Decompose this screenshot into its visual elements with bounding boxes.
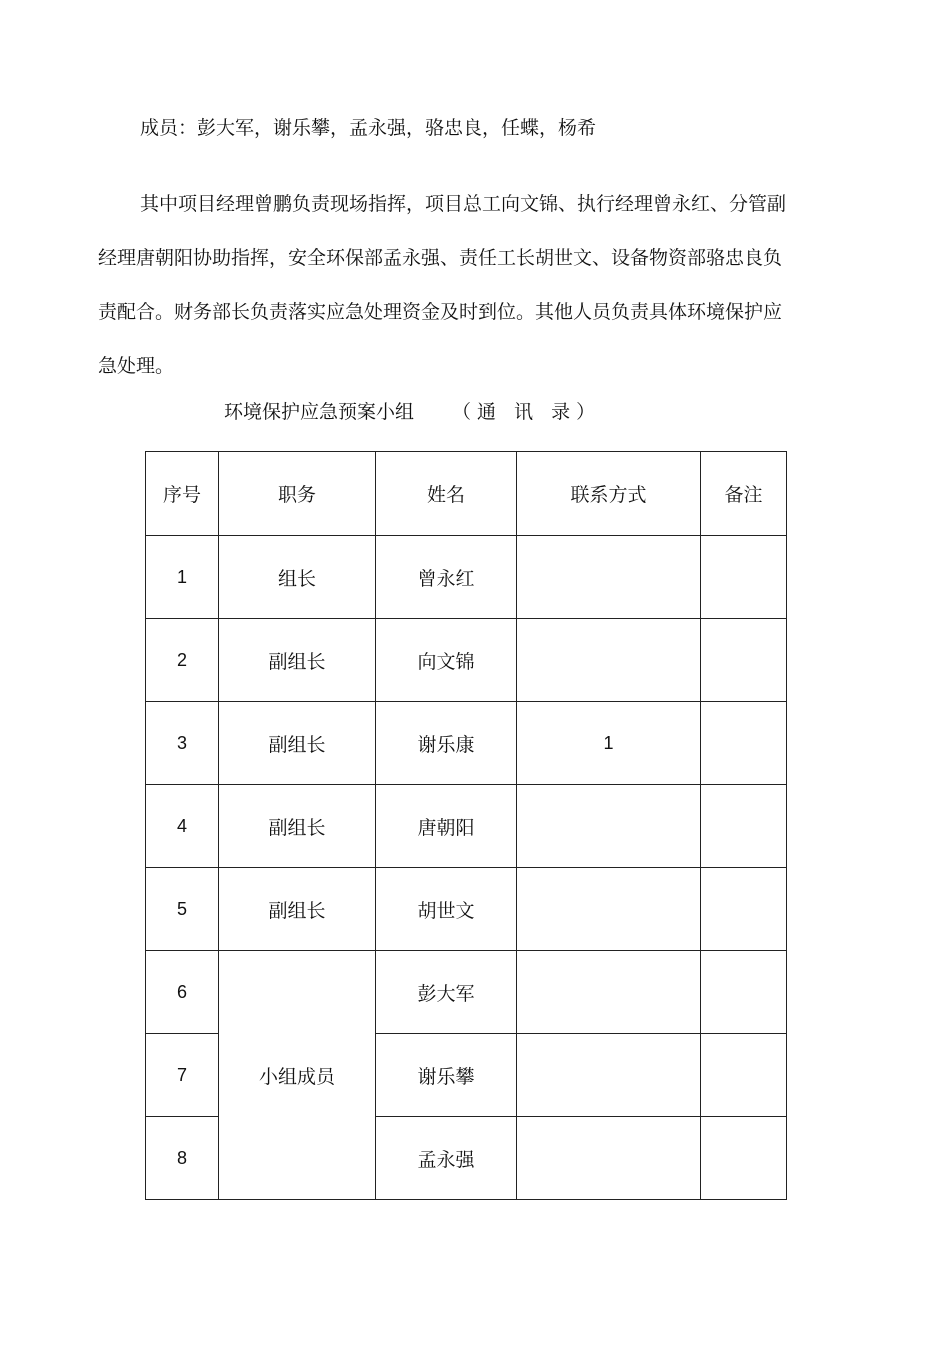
cell-name: 唐朝阳	[376, 785, 517, 868]
cell-contact	[517, 536, 701, 619]
cell-contact: 1	[517, 702, 701, 785]
cell-role: 组长	[219, 536, 376, 619]
table-row	[146, 868, 787, 951]
cell-seq: 5	[146, 868, 219, 951]
cell-name: 谢乐攀	[376, 1034, 517, 1117]
cell-role-merged: 小组成员	[219, 951, 376, 1200]
cell-name: 谢乐康	[376, 702, 517, 785]
header-seq: 序号	[146, 452, 219, 536]
cell-note	[701, 702, 787, 785]
cell-name: 曾永红	[376, 536, 517, 619]
table-row	[146, 951, 787, 1034]
cell-note	[701, 785, 787, 868]
cell-seq: 6	[146, 951, 219, 1034]
cell-seq: 4	[146, 785, 219, 868]
contact-table	[145, 451, 787, 1200]
cell-contact	[517, 619, 701, 702]
table-row	[146, 702, 787, 785]
cell-contact	[517, 1117, 701, 1200]
cell-note	[701, 619, 787, 702]
table-row	[146, 619, 787, 702]
responsibility-paragraph: 其中项目经理曾鹏负责现场指挥，项目总工向文锦、执行经理曾永红、分管副经理唐朝阳协助指挥，安全环保部孟永强、责任工长胡世文、设备物资部骆忠良负责配合。财务部长负责落实应急处理资金及时到位。其他人员负责具体环境保护应急处理。	[98, 193, 787, 377]
cell-name: 向文锦	[376, 619, 517, 702]
cell-contact	[517, 785, 701, 868]
cell-name: 胡世文	[376, 868, 517, 951]
cell-seq: 1	[146, 536, 219, 619]
cell-seq: 7	[146, 1034, 219, 1117]
table-row	[146, 785, 787, 868]
table-title-main: 环境保护应急预案小组	[224, 401, 415, 423]
cell-contact	[517, 868, 701, 951]
table-header-row	[146, 452, 787, 536]
cell-role: 副组长	[219, 619, 376, 702]
cell-role: 副组长	[219, 785, 376, 868]
cell-seq: 8	[146, 1117, 219, 1200]
cell-note	[701, 1117, 787, 1200]
header-name: 姓名	[376, 452, 517, 536]
cell-seq: 3	[146, 702, 219, 785]
table-row	[146, 536, 787, 619]
cell-role: 副组长	[219, 868, 376, 951]
cell-contact	[517, 1034, 701, 1117]
cell-name: 孟永强	[376, 1117, 517, 1200]
table-title-sub: （通 讯 录）	[452, 401, 602, 423]
cell-note	[701, 536, 787, 619]
members-line: 成员：彭大军，谢乐攀，孟永强，骆忠良，任蝶，杨希	[140, 117, 597, 139]
cell-seq: 2	[146, 619, 219, 702]
cell-note	[701, 951, 787, 1034]
cell-note	[701, 868, 787, 951]
header-note: 备注	[701, 452, 787, 536]
cell-role: 副组长	[219, 702, 376, 785]
cell-contact	[517, 951, 701, 1034]
cell-note	[701, 1034, 787, 1117]
table-title	[224, 398, 601, 426]
header-role: 职务	[219, 452, 376, 536]
cell-name: 彭大军	[376, 951, 517, 1034]
header-contact: 联系方式	[517, 452, 701, 536]
